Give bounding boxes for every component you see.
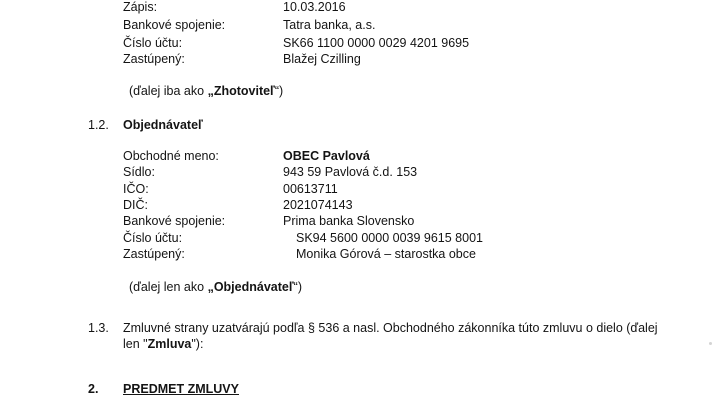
field-label-bank: Bankové spojenie: [123,18,226,32]
field-label-represented: Zastúpený: [123,52,185,66]
contractor-alias-note [129,84,283,99]
field-value-zapis: 10.03.2016 [283,0,346,14]
field-value-represented: Blažej Czilling [283,52,361,66]
note-suffix: “) [274,84,284,98]
field-value-seat: 943 59 Pavlová č.d. 153 [283,165,418,179]
section-title: PREDMET ZMLUVY [123,382,239,396]
field-label-account: Číslo účtu: [123,231,183,245]
note-alias: „Zhotoviteľ [207,84,275,98]
field-label-account: Číslo účtu: [123,36,183,50]
note-suffix: “) [293,280,302,294]
field-label-seat: Sídlo: [123,165,155,179]
paragraph-prefix: len " [123,337,148,351]
field-value-dic: 2021074143 [283,198,353,212]
client-alias-note [129,280,302,295]
note-prefix: (ďalej len ako [129,280,208,294]
field-value-account: SK94 5600 0000 0039 9615 8001 [296,231,483,245]
field-value-ico: 00613711 [283,182,338,196]
field-value-bank: Prima banka Slovensko [283,214,415,228]
section-number: 2. [88,382,99,396]
note-alias: „Objednávateľ [207,280,294,294]
field-label-represented: Zastúpený: [123,247,185,261]
field-label-bank: Bankové spojenie: [123,214,226,228]
field-label-company-name: Obchodné meno: [123,149,219,163]
field-value-company-name: OBEC Pavlová [283,149,370,163]
paragraph-line-1: Zmluvné strany uzatvárajú podľa § 536 a nasl. Obchodného zákonníka túto zmluvu o dielo (ďalej [123,321,658,335]
section-number: 1.2. [88,118,109,132]
paragraph-suffix: "): [191,337,204,351]
field-label-dic: DIČ: [123,198,148,212]
paragraph-line-2 [123,337,203,352]
field-label-zapis: Zápis: [123,0,158,14]
note-prefix: (ďalej iba ako [129,84,208,98]
contract-alias: Zmluva [147,337,192,351]
field-value-represented: Monika Górová – starostka obce [296,247,476,261]
field-value-account: SK66 1100 0000 0029 4201 9695 [283,36,470,50]
scan-speck [709,342,712,345]
field-label-ico: IČO: [123,182,149,196]
field-value-bank: Tatra banka, a.s. [283,18,376,32]
section-title: Objednávateľ [123,118,203,132]
section-number: 1.3. [88,321,109,335]
